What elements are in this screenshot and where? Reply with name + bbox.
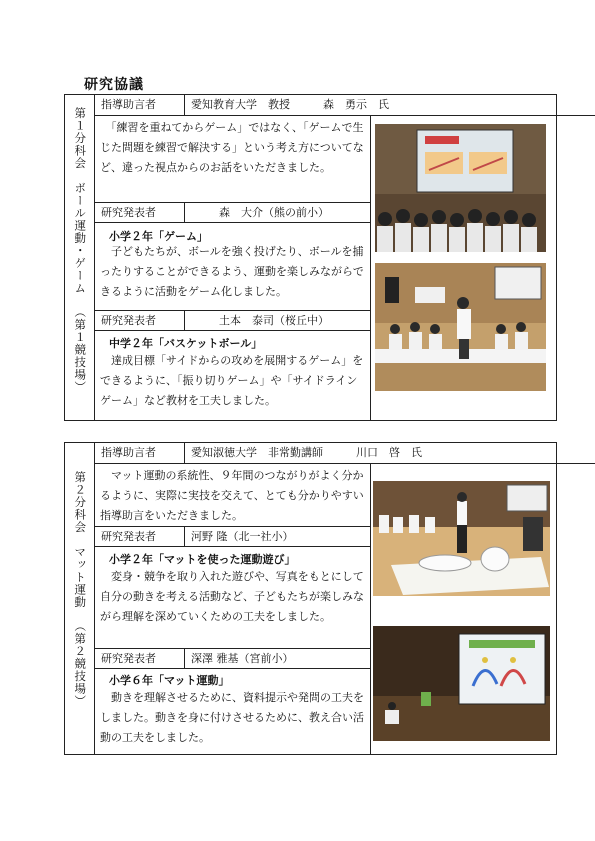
section-2-photo-column bbox=[371, 464, 556, 754]
presenter-name: 深澤 雅基（宮前小） bbox=[191, 652, 294, 665]
section-2 bbox=[64, 442, 557, 755]
presenter-2-row bbox=[95, 310, 370, 331]
presentation-photo bbox=[375, 263, 546, 391]
presenter-label: 研究発表者 bbox=[95, 203, 185, 222]
presenter-2-text: 達成目標「サイドからの攻めを展開するゲーム」をできるように、「振り切りゲーム」や「サイドラインゲーム」など教材を工夫しました。 bbox=[100, 354, 364, 407]
presenter-2-row bbox=[95, 648, 370, 669]
mat-demo-photo bbox=[373, 481, 550, 596]
presenter-1-text: 子どもたちが、ボールを強く投げたり、ボールを捕ったりすることができるよう、運動を楽しみながらできるように活動をゲーム化しました。 bbox=[100, 245, 364, 298]
advisor-comment: 「練習を重ねてからゲーム」ではなく、「ゲームで生じた問題を練習で解決する」という考え方についてなど、違った視点からのお話をいただきました。 bbox=[100, 121, 364, 174]
section-2-topic: マット運動 bbox=[73, 545, 88, 608]
section-1-venue: （第１競技場） bbox=[73, 306, 88, 394]
section-1-photo-column bbox=[371, 116, 556, 420]
section-2-advisor-row bbox=[95, 443, 595, 464]
lecture-photo bbox=[375, 124, 546, 252]
presenter-name: 土本 泰司（桜丘中） bbox=[219, 314, 329, 327]
presenter-label: 研究発表者 bbox=[95, 527, 185, 546]
presenter-1-text: 変身・競争を取り入れた遊びや、写真をもとにして自分の動きを考える活動など、子どもたちが楽しみながら理解を深めていくための工夫をしました。 bbox=[100, 570, 364, 623]
section-1-advisor-row bbox=[95, 95, 595, 116]
section-1-topic: ボール運動・ゲーム bbox=[73, 181, 88, 294]
advisor-name: 愛知教育大学 教授 森 勇示 氏 bbox=[191, 98, 389, 111]
presenter-1-row bbox=[95, 526, 370, 547]
section-1-title: 第１分科会 bbox=[73, 107, 88, 170]
advisor-label: 指導助言者 bbox=[95, 443, 185, 463]
section-1 bbox=[64, 94, 557, 421]
section-2-venue: （第２競技場） bbox=[73, 620, 88, 708]
advisor-comment: マット運動の系統性、９年間のつながりがよく分かるように、実際に実技を交えて、とても分かりやすい指導助言をいただきました。 bbox=[100, 469, 364, 522]
presenter-2-text: 動きを理解させるために、資料提示や発問の工夫をしました。動きを身に付けさせるために、教え合い活動の工夫をしました。 bbox=[100, 691, 364, 744]
presenter-2-title: 小学６年「マット運動」 bbox=[109, 674, 230, 687]
advisor-name: 愛知淑徳大学 非常勤講師 川口 啓 氏 bbox=[191, 446, 422, 459]
section-2-text-column bbox=[95, 464, 371, 754]
presenter-1-title: 小学２年「マットを使った運動遊び」 bbox=[109, 553, 296, 566]
presenter-label: 研究発表者 bbox=[95, 311, 185, 330]
presenter-label: 研究発表者 bbox=[95, 649, 185, 668]
presenter-1-row bbox=[95, 202, 370, 223]
presenter-2-title: 中学２年「バスケットボール」 bbox=[109, 337, 263, 350]
advisor-label: 指導助言者 bbox=[95, 95, 185, 115]
section-2-title: 第２分科会 bbox=[73, 471, 88, 534]
section-1-text-column bbox=[95, 116, 371, 420]
slide-photo bbox=[373, 626, 550, 741]
page-heading: 研究協議 bbox=[84, 77, 144, 93]
presenter-name: 森 大介（熊の前小） bbox=[219, 206, 329, 219]
presenter-name: 河野 隆（北一社小） bbox=[191, 530, 294, 543]
section-2-label bbox=[65, 443, 95, 754]
section-1-label bbox=[65, 95, 95, 420]
presenter-1-title: 小学２年「ゲーム」 bbox=[109, 230, 208, 243]
